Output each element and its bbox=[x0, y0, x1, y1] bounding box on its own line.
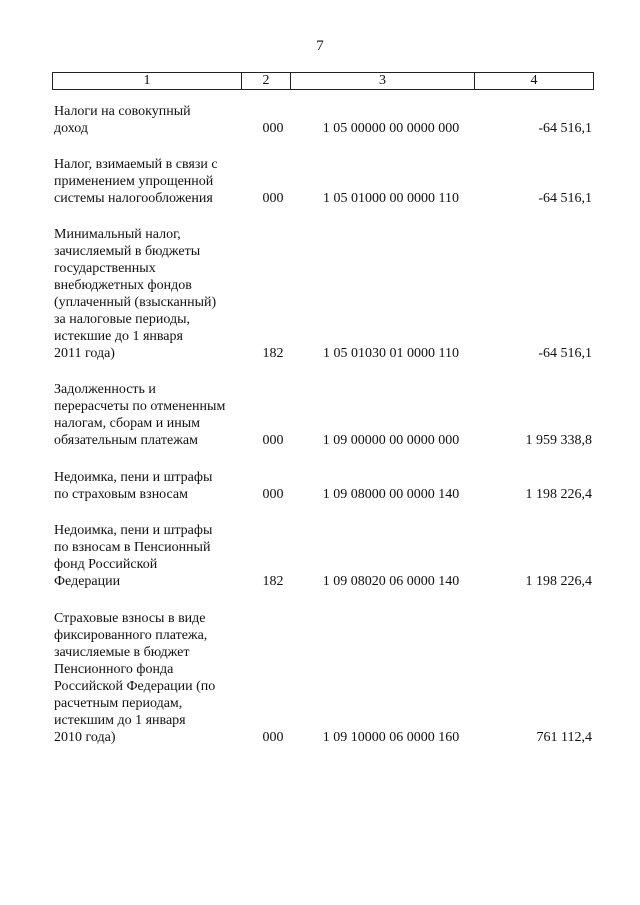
row-budget-code: 1 09 00000 00 0000 000 bbox=[322, 433, 460, 448]
indicator-name-line: истекшие до 1 января bbox=[54, 329, 183, 344]
indicator-name-line: зачисляемый в бюджеты bbox=[54, 244, 201, 259]
indicator-name-line: фиксированного платежа, bbox=[54, 628, 208, 643]
column-header-table bbox=[52, 72, 594, 90]
indicator-name-line: применением упрощенной bbox=[54, 174, 214, 189]
indicator-name-line: (уплаченный (взысканный) bbox=[54, 295, 217, 310]
column-header-3: 3 bbox=[291, 73, 475, 90]
row-sum: -64 516,1 bbox=[538, 121, 592, 136]
row-admin-code: 182 bbox=[262, 346, 284, 361]
row-indicator-name bbox=[52, 469, 244, 503]
indicator-name-line: государственных bbox=[54, 261, 156, 276]
row-admin-code: 182 bbox=[262, 574, 284, 589]
table-row bbox=[52, 610, 592, 746]
indicator-name-line: системы налогообложения bbox=[54, 191, 213, 206]
indicator-name-line: по взносам в Пенсионный bbox=[54, 540, 211, 555]
indicator-name-line: 2011 года) bbox=[54, 346, 115, 361]
indicator-name-line: истекшим до 1 января bbox=[54, 713, 186, 728]
row-admin-code: 000 bbox=[262, 121, 284, 136]
row-budget-code: 1 05 01030 01 0000 110 bbox=[323, 346, 459, 361]
page-number: 7 bbox=[316, 38, 324, 54]
row-budget-code: 1 05 00000 00 0000 000 bbox=[322, 121, 460, 136]
column-header-row bbox=[53, 73, 594, 90]
indicator-name-line: внебюджетных фондов bbox=[54, 278, 192, 293]
indicator-name-line: Налоги на совокупный bbox=[54, 104, 191, 119]
indicator-name-line: Федерации bbox=[54, 574, 121, 589]
indicator-name-line: перерасчеты по отмененным bbox=[54, 399, 226, 414]
indicator-name-line: Российской Федерации (по bbox=[54, 679, 216, 694]
indicator-name-line: Задолженность и bbox=[54, 382, 156, 397]
indicator-name-line: по страховым взносам bbox=[54, 487, 188, 502]
column-header-1: 1 bbox=[53, 73, 242, 90]
row-budget-code: 1 09 08020 06 0000 140 bbox=[322, 574, 460, 589]
indicator-name-line: 2010 года) bbox=[54, 730, 116, 745]
row-indicator-name bbox=[52, 156, 244, 207]
row-budget-code: 1 09 10000 06 0000 160 bbox=[322, 730, 460, 745]
column-header-4: 4 bbox=[475, 73, 594, 90]
indicator-name-line: доход bbox=[54, 121, 88, 136]
row-sum: 1 198 226,4 bbox=[525, 574, 592, 589]
row-indicator-name bbox=[52, 610, 244, 746]
table-row bbox=[52, 469, 592, 503]
indicator-name-line: зачисляемые в бюджет bbox=[54, 645, 190, 660]
indicator-name-line: Недоимка, пени и штрафы bbox=[54, 470, 213, 485]
indicator-name-line: расчетным периодам, bbox=[54, 696, 183, 711]
indicator-name-line: за налоговые периоды, bbox=[54, 312, 191, 327]
row-sum: 761 112,4 bbox=[536, 730, 592, 745]
row-budget-code: 1 09 08000 00 0000 140 bbox=[322, 487, 460, 502]
indicator-name-line: Минимальный налог, bbox=[54, 227, 181, 242]
table-row bbox=[52, 103, 592, 137]
table-body bbox=[52, 103, 592, 746]
row-admin-code: 000 bbox=[262, 191, 284, 206]
row-indicator-name bbox=[52, 381, 244, 449]
column-header-2: 2 bbox=[242, 73, 291, 90]
row-sum: -64 516,1 bbox=[538, 191, 592, 206]
table-row bbox=[52, 156, 592, 207]
row-indicator-name bbox=[52, 522, 244, 590]
row-admin-code: 000 bbox=[262, 433, 284, 448]
table-row bbox=[52, 381, 592, 449]
indicator-name-line: Недоимка, пени и штрафы bbox=[54, 523, 213, 538]
indicator-name-line: фонд Российской bbox=[54, 557, 158, 572]
row-sum: 1 959 338,8 bbox=[525, 433, 592, 448]
indicator-name-line: Страховые взносы в виде bbox=[54, 611, 206, 626]
row-sum: -64 516,1 bbox=[538, 346, 592, 361]
indicator-name-line: Пенсионного фонда bbox=[54, 662, 174, 677]
indicator-name-line: налогам, сборам и иным bbox=[54, 416, 200, 431]
row-indicator-name bbox=[52, 103, 244, 137]
indicator-name-line: обязательным платежам bbox=[54, 433, 198, 448]
row-sum: 1 198 226,4 bbox=[525, 487, 592, 502]
row-indicator-name bbox=[52, 226, 244, 362]
indicator-name-line: Налог, взимаемый в связи с bbox=[54, 157, 218, 172]
row-admin-code: 000 bbox=[262, 487, 284, 502]
table-row bbox=[52, 522, 592, 590]
table-row bbox=[52, 226, 592, 362]
row-budget-code: 1 05 01000 00 0000 110 bbox=[323, 191, 459, 206]
row-admin-code: 000 bbox=[262, 730, 284, 745]
